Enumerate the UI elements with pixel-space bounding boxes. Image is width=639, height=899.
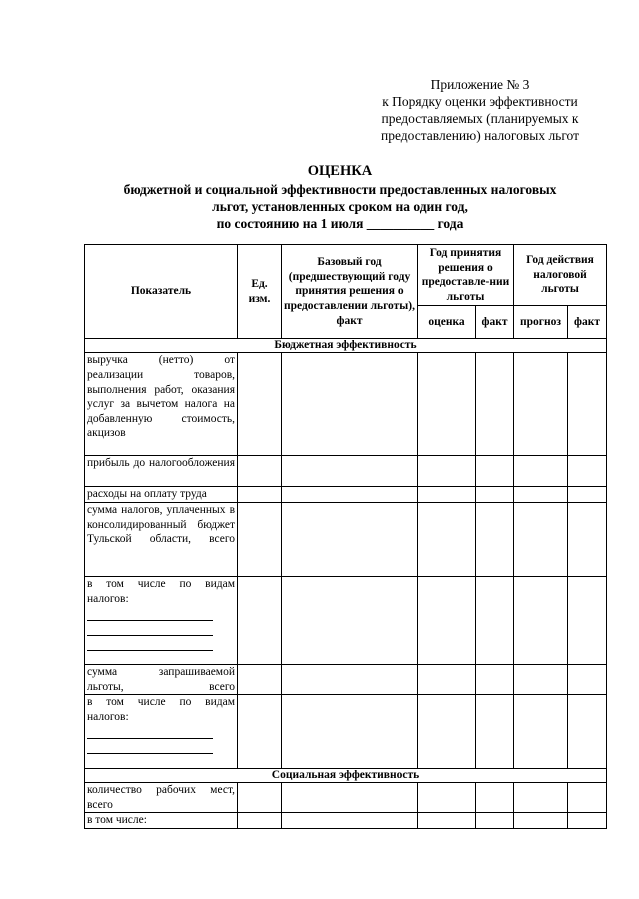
- document-title: [60, 163, 620, 232]
- table-row: [85, 576, 607, 664]
- table-cell: [514, 456, 568, 487]
- table-cell: [514, 783, 568, 813]
- table-cell: [476, 456, 514, 487]
- table-cell: [418, 664, 476, 694]
- table-cell: [418, 783, 476, 813]
- table-cell: [568, 487, 607, 503]
- efficiency-table: [84, 244, 607, 829]
- appendix-line-1: Приложение № 3: [430, 77, 530, 92]
- header-decision-year: Год принятия решения о предоставле-нии льготы: [418, 245, 514, 306]
- row-label-wages: расходы на оплату труда: [85, 487, 238, 503]
- appendix-line-3: предоставляемых (планируемых к: [381, 111, 579, 126]
- row-label-profit: прибыль до налогообложения: [85, 456, 238, 487]
- table-cell: [238, 576, 282, 664]
- table-cell: [282, 664, 418, 694]
- table-cell: [514, 695, 568, 769]
- table-cell: [476, 813, 514, 829]
- table-cell: [568, 695, 607, 769]
- header-fact: факт: [476, 306, 514, 339]
- table-cell: [514, 487, 568, 503]
- row-label-including: в том числе:: [85, 813, 238, 829]
- table-row: [85, 502, 607, 576]
- table-cell: [418, 487, 476, 503]
- section-social-title: Социальная эффективность: [85, 769, 607, 783]
- table-cell: [282, 695, 418, 769]
- table-row: [85, 783, 607, 813]
- table-cell: [568, 456, 607, 487]
- table-cell: [238, 813, 282, 829]
- table-cell: [238, 695, 282, 769]
- header-base-year: Базовый год (предшествующий году принятия решения о предоставлении льготы), факт: [282, 245, 418, 339]
- title-main: ОЦЕНКА: [307, 163, 373, 179]
- table-cell: [514, 813, 568, 829]
- table-cell: [476, 783, 514, 813]
- table-cell: [238, 502, 282, 576]
- table-cell: [418, 502, 476, 576]
- table-row: [85, 487, 607, 503]
- table-cell: [418, 456, 476, 487]
- table-cell: [418, 695, 476, 769]
- table-cell: [514, 664, 568, 694]
- blank-line: [87, 621, 213, 636]
- table-row: [85, 456, 607, 487]
- header-row-1: [85, 245, 607, 306]
- blank-line: [87, 739, 213, 754]
- table-cell: [514, 502, 568, 576]
- section-row-social: [85, 769, 607, 783]
- blank-line: [87, 724, 213, 739]
- table-cell: [282, 353, 418, 456]
- table-cell: [238, 487, 282, 503]
- table-cell: [568, 783, 607, 813]
- table-cell: [568, 664, 607, 694]
- table-cell: [238, 456, 282, 487]
- row-label-jobs: количество рабочих мест, всего: [85, 783, 238, 813]
- table-cell: [238, 783, 282, 813]
- table-cell: [514, 353, 568, 456]
- row-cell-tax-types-1: [85, 576, 238, 664]
- table-row: [85, 353, 607, 456]
- appendix-line-4: предоставлению) налоговых льгот: [380, 128, 580, 143]
- row-label-revenue: выручка (нетто) от реализации товаров, выполнения работ, оказания услуг за вычетом налога на добавленную стоимость, акцизов: [85, 353, 238, 456]
- table-cell: [568, 576, 607, 664]
- header-forecast: прогноз: [514, 306, 568, 339]
- table-cell: [238, 353, 282, 456]
- table-cell: [418, 576, 476, 664]
- row-label-requested-relief: сумма запрашиваемой льготы, всего: [85, 664, 238, 694]
- table-cell: [238, 664, 282, 694]
- table-cell: [476, 576, 514, 664]
- header-fact-2: факт: [568, 306, 607, 339]
- table-cell: [282, 813, 418, 829]
- table-cell: [282, 502, 418, 576]
- appendix-line-2: к Порядку оценки эффективности: [382, 94, 578, 109]
- table-cell: [282, 576, 418, 664]
- row-label-tax-types-1: в том числе по видам налогов:: [87, 577, 235, 605]
- header-indicator: Показатель: [85, 245, 238, 339]
- section-budget-title: Бюджетная эффективность: [85, 339, 607, 353]
- table-cell: [476, 353, 514, 456]
- table-row: [85, 664, 607, 694]
- header-unit: Ед. изм.: [238, 245, 282, 339]
- table-cell: [282, 783, 418, 813]
- title-line-4: по состоянию на 1 июля __________ года: [216, 216, 464, 231]
- table-cell: [282, 487, 418, 503]
- table-row: [85, 813, 607, 829]
- table-cell: [418, 353, 476, 456]
- row-label-tax-types-2: в том числе по видам налогов:: [87, 696, 235, 723]
- table-cell: [568, 813, 607, 829]
- appendix-note: [330, 76, 630, 144]
- row-label-taxes-paid: сумма налогов, уплаченных в консолидированный бюджет Тульской области, всего: [85, 502, 238, 576]
- table-cell: [418, 813, 476, 829]
- title-line-3: льгот, установленных сроком на один год,: [212, 199, 468, 214]
- blank-line: [87, 636, 213, 651]
- table-cell: [476, 487, 514, 503]
- section-row-budget: [85, 339, 607, 353]
- table-cell: [282, 456, 418, 487]
- table-cell: [476, 695, 514, 769]
- title-line-2: бюджетной и социальной эффективности предоставленных налоговых: [123, 182, 557, 197]
- header-action-year: Год действия налоговой льготы: [514, 245, 607, 306]
- table-cell: [476, 502, 514, 576]
- table-cell: [476, 664, 514, 694]
- table-cell: [568, 502, 607, 576]
- table-cell: [514, 576, 568, 664]
- row-cell-tax-types-2: [85, 695, 238, 769]
- table-row: [85, 695, 607, 769]
- table-cell: [568, 353, 607, 456]
- header-estimate: оценка: [418, 306, 476, 339]
- blank-line: [87, 606, 213, 621]
